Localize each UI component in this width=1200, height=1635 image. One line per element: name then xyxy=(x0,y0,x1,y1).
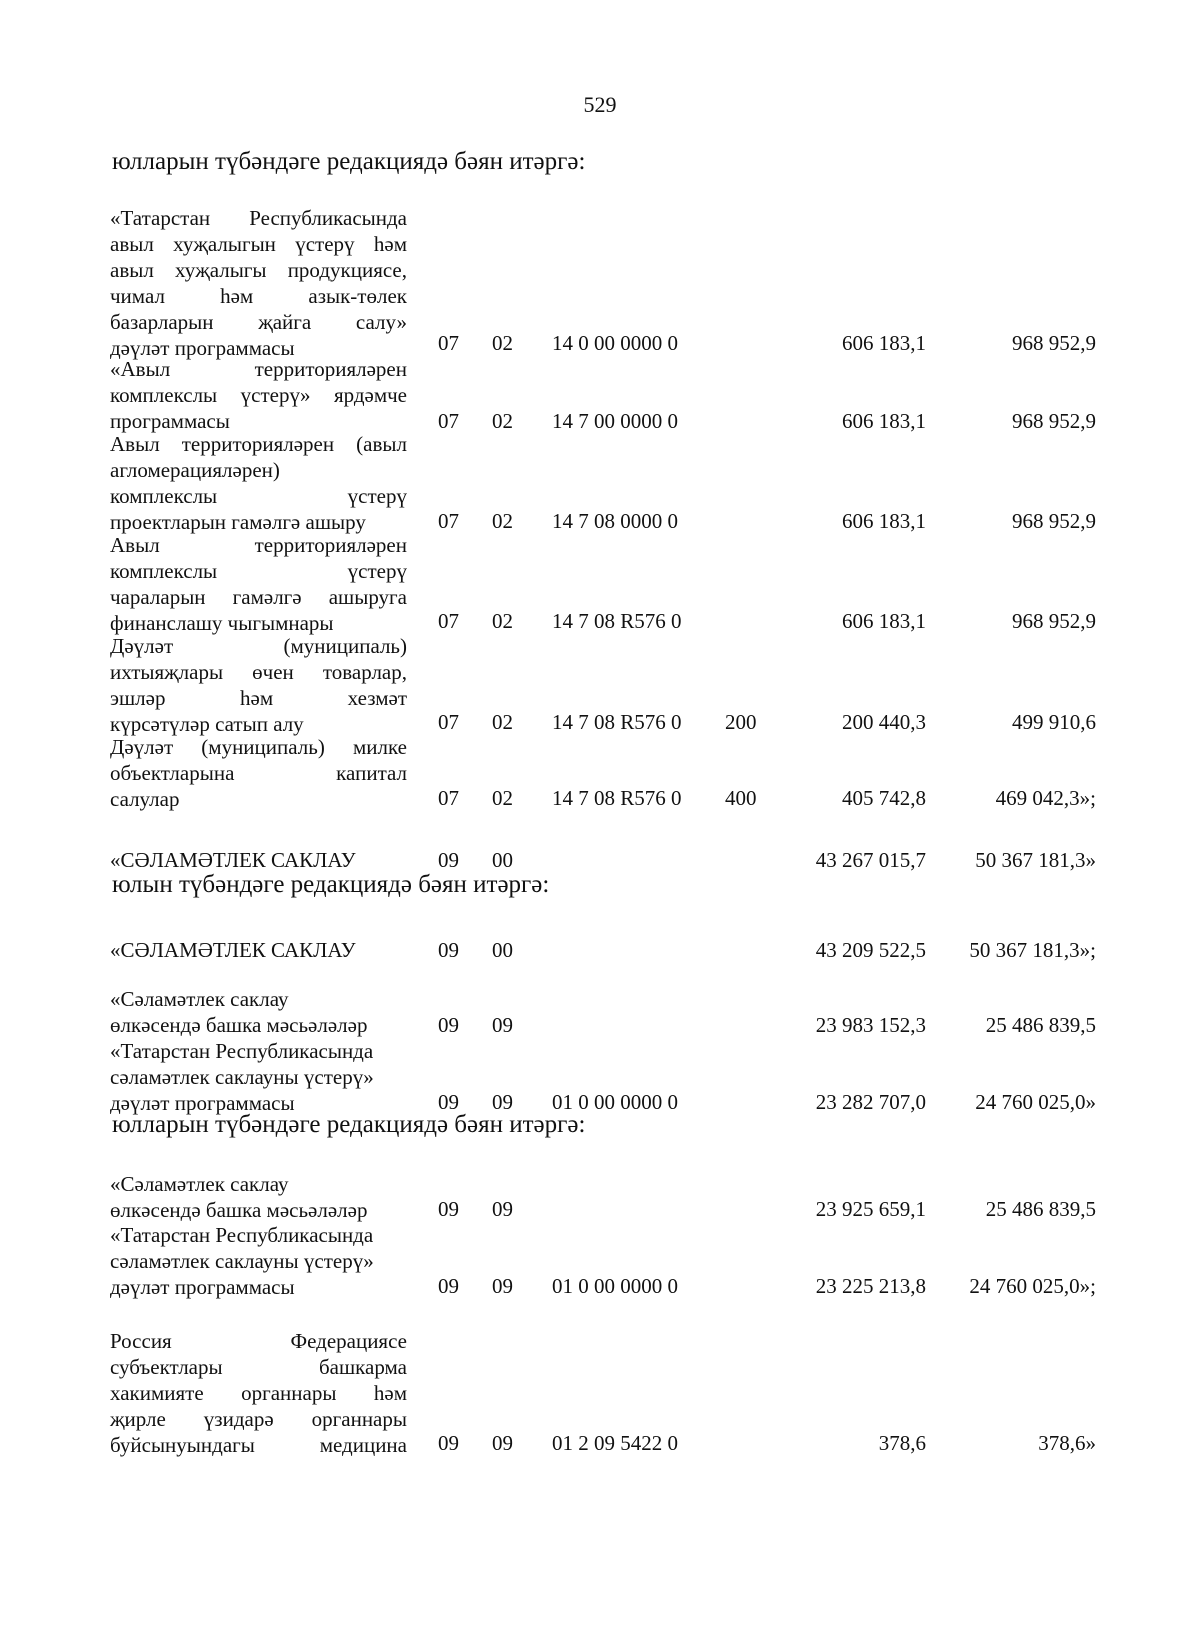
subsection-code: 09 xyxy=(492,1013,513,1037)
instruction-heading-2: юлын түбәндәге редакциядә бәян итәргә: xyxy=(112,871,550,898)
expense-type-code: 200 xyxy=(725,710,757,734)
row-description: Россия Федерациясе субъектлары башкарма хакимияте органнары һәм җирле үзидарә органнары буйсынуындагы медицина xyxy=(110,1329,407,1457)
amount-year-1: 606 183,1 xyxy=(842,409,926,433)
section-code: 09 xyxy=(438,1431,459,1455)
amount-year-2: 25 486 839,5 xyxy=(985,1013,1096,1037)
amount-year-2: 968 952,9 xyxy=(1012,409,1096,433)
subsection-code: 09 xyxy=(492,1274,513,1298)
amount-year-2: 968 952,9 xyxy=(1012,331,1096,355)
section-code: 07 xyxy=(438,609,459,633)
row-description: «Татарстан Республикасында сәламәтлек саклауны үстерү» дәүләт программасы xyxy=(110,1039,374,1115)
target-article-code: 14 7 00 0000 0 xyxy=(552,409,678,433)
subsection-code: 02 xyxy=(492,409,513,433)
section-code: 07 xyxy=(438,509,459,533)
section-code: 09 xyxy=(438,1274,459,1298)
target-article-code: 14 0 00 0000 0 xyxy=(552,331,678,355)
row-description: «СӘЛАМӘТЛЕК САКЛАУ xyxy=(110,938,356,962)
amount-year-1: 606 183,1 xyxy=(842,509,926,533)
row-description: Авыл территорияләрен (авыл агломерацияләрен) комплекслы үстерү проектларын гамәлгә ашыру xyxy=(110,432,407,534)
amount-year-2: 25 486 839,5 xyxy=(985,1197,1096,1221)
row-description: «СӘЛАМӘТЛЕК САКЛАУ xyxy=(110,848,356,872)
target-article-code: 14 7 08 R576 0 xyxy=(552,786,682,810)
subsection-code: 09 xyxy=(492,1090,513,1114)
subsection-code: 09 xyxy=(492,1197,513,1221)
amount-year-1: 378,6 xyxy=(878,1431,926,1455)
section-code: 07 xyxy=(438,409,459,433)
amount-year-1: 23 225 213,8 xyxy=(815,1274,926,1298)
amount-year-1: 606 183,1 xyxy=(842,331,926,355)
row-description: «Татарстан Республикасында сәламәтлек саклауны үстерү» дәүләт программасы xyxy=(110,1223,374,1299)
amount-year-2: 469 042,3»; xyxy=(995,786,1096,810)
section-code: 09 xyxy=(438,1197,459,1221)
amount-year-1: 43 267 015,7 xyxy=(815,848,926,872)
amount-year-2: 968 952,9 xyxy=(1012,509,1096,533)
amount-year-1: 200 440,3 xyxy=(842,710,926,734)
amount-year-2: 24 760 025,0» xyxy=(975,1090,1096,1114)
amount-year-2: 378,6» xyxy=(1038,1431,1096,1455)
subsection-code: 02 xyxy=(492,509,513,533)
subsection-code: 02 xyxy=(492,331,513,355)
instruction-heading-3: юлларын түбәндәге редакциядә бәян итәргә: xyxy=(112,1111,586,1138)
target-article-code: 01 0 00 0000 0 xyxy=(552,1274,678,1298)
amount-year-2: 968 952,9 xyxy=(1012,609,1096,633)
amount-year-2: 24 760 025,0»; xyxy=(969,1274,1096,1298)
instruction-heading-1: юлларын түбәндәге редакциядә бәян итәргә: xyxy=(112,148,586,175)
amount-year-1: 405 742,8 xyxy=(842,786,926,810)
amount-year-1: 23 925 659,1 xyxy=(815,1197,926,1221)
amount-year-1: 23 983 152,3 xyxy=(815,1013,926,1037)
section-code: 07 xyxy=(438,710,459,734)
amount-year-1: 43 209 522,5 xyxy=(815,938,926,962)
amount-year-1: 606 183,1 xyxy=(842,609,926,633)
amount-year-1: 23 282 707,0 xyxy=(815,1090,926,1114)
target-article-code: 14 7 08 0000 0 xyxy=(552,509,678,533)
section-code: 09 xyxy=(438,938,459,962)
subsection-code: 02 xyxy=(492,609,513,633)
page-number: 529 xyxy=(583,92,617,117)
subsection-code: 02 xyxy=(492,710,513,734)
section-code: 09 xyxy=(438,1013,459,1037)
expense-type-code: 400 xyxy=(725,786,757,810)
row-description: «Сәламәтлек саклау өлкәсендә башка мәсьәләләр xyxy=(110,987,368,1037)
row-description: «Сәламәтлек саклау өлкәсендә башка мәсьәләләр xyxy=(110,1172,368,1222)
amount-year-2: 50 367 181,3»; xyxy=(969,938,1096,962)
subsection-code: 09 xyxy=(492,1431,513,1455)
target-article-code: 01 0 00 0000 0 xyxy=(552,1090,678,1114)
row-description: «Авыл территорияләрен комплекслы үстерү» ярдәмче программасы xyxy=(110,357,407,433)
section-code: 07 xyxy=(438,786,459,810)
target-article-code: 01 2 09 5422 0 xyxy=(552,1431,678,1455)
row-description: «Татарстан Республикасында авыл хуҗалыгын үстерү һәм авыл хуҗалыгы продукциясе, чимал һәм азык-төлек базарларын җайга салу» дәүләт программасы xyxy=(110,206,407,360)
amount-year-2: 50 367 181,3» xyxy=(975,848,1096,872)
row-description: Дәүләт (муниципаль) милке объектларына капитал салулар xyxy=(110,735,407,811)
subsection-code: 02 xyxy=(492,786,513,810)
target-article-code: 14 7 08 R576 0 xyxy=(552,609,682,633)
section-code: 09 xyxy=(438,848,459,872)
target-article-code: 14 7 08 R576 0 xyxy=(552,710,682,734)
section-code: 07 xyxy=(438,331,459,355)
row-description: Авыл территорияләрен комплекслы үстерү чараларын гамәлгә ашыруга финанслашу чыгымнары xyxy=(110,533,407,635)
subsection-code: 00 xyxy=(492,938,513,962)
section-code: 09 xyxy=(438,1090,459,1114)
amount-year-2: 499 910,6 xyxy=(1012,710,1096,734)
row-description: Дәүләт (муниципаль) ихтыяҗлары өчен товарлар, эшләр һәм хезмәт күрсәтүләр сатып алу xyxy=(110,634,407,736)
subsection-code: 00 xyxy=(492,848,513,872)
